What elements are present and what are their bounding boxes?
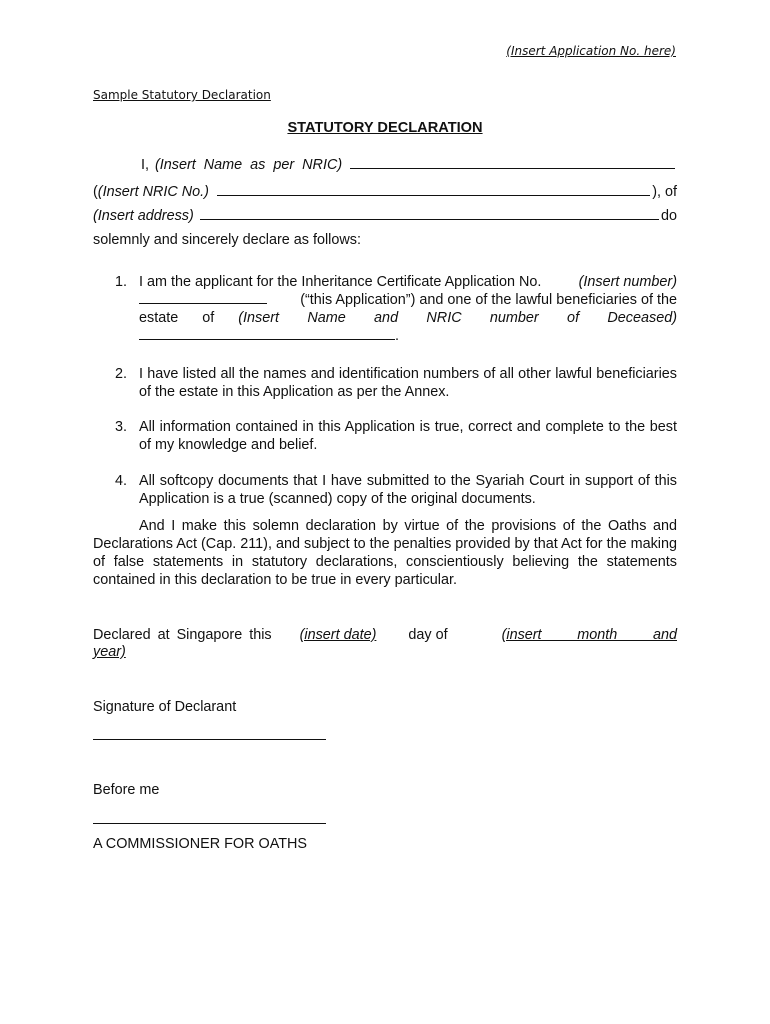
declaration-item-4	[115, 472, 677, 508]
address-placeholder: (Insert address)	[93, 208, 194, 224]
sample-label: Sample Statutory Declaration	[93, 88, 271, 102]
day-of-text: day of	[408, 627, 448, 643]
document-title: STATUTORY DECLARATION	[287, 120, 483, 136]
before-me-label: Before me	[93, 782, 160, 798]
item-1-deceased-blank	[139, 327, 395, 340]
item-1-number-blank	[139, 291, 267, 304]
month-year-placeholder: (insert month and	[501, 627, 677, 643]
address-suffix: do	[660, 208, 677, 224]
signature-line	[93, 739, 326, 740]
intro-address-line	[93, 207, 677, 224]
nric-blank-line	[217, 183, 650, 196]
signature-label: Signature of Declarant	[93, 699, 237, 715]
closing-paragraph: And I make this solemn declaration by virtue of the provisions of the Oaths and Declarations Act (Cap. 211), and subject to the penalties provided by that Act for the making of false statements in statutory declarations, conscientiously believing the statements contained in this declaration to be true in every particular.	[93, 518, 677, 588]
declaration-item-3	[115, 418, 677, 454]
item-number: 1.	[115, 274, 128, 290]
item-number: 2.	[115, 366, 128, 382]
intro-nric-line: ( (Insert NRIC No.) ), of	[93, 184, 677, 200]
application-number-placeholder: (Insert Application No. here)	[506, 44, 676, 58]
nric-suffix: ), of	[652, 184, 677, 200]
name-blank-line	[350, 156, 675, 169]
intro-name-line	[93, 156, 677, 173]
item-4-text: All softcopy documents that I have submitted to the Syariah Court in support of this Application is a true (scanned) copy of the original documents.	[139, 473, 677, 507]
declared-line	[93, 627, 677, 643]
item-number: 3.	[115, 419, 128, 435]
declared-prefix: Declared at Singapore this	[93, 627, 272, 643]
item-1-number-placeholder: (Insert number)	[578, 274, 677, 290]
commissioner-signature-line	[93, 823, 326, 824]
name-placeholder: (Insert Name as per NRIC)	[155, 157, 343, 173]
item-2-text: I have listed all the names and identification numbers of all other lawful beneficiaries of the estate in this Application as per the Annex.	[139, 366, 677, 400]
year-placeholder: year)	[93, 644, 126, 660]
date-placeholder: (insert date)	[299, 627, 377, 643]
item-1-line2-text: (“this Application”) and one of the lawful beneficiaries of the	[300, 292, 677, 308]
nric-placeholder: (Insert NRIC No.)	[97, 184, 209, 200]
declare-text: solemnly and sincerely declare as follows:	[93, 232, 361, 248]
declaration-item-2	[115, 365, 677, 401]
declaration-item-1	[115, 273, 677, 345]
item-1-deceased-placeholder: (Insert Name and NRIC number of Deceased)	[238, 310, 677, 326]
item-1-line1-text: I am the applicant for the Inheritance Certificate Application No.	[139, 274, 542, 290]
item-3-text: All information contained in this Application is true, correct and complete to the best of my knowledge and belief.	[139, 419, 677, 453]
address-blank-line	[200, 207, 659, 220]
commissioner-label: A COMMISSIONER FOR OATHS	[93, 836, 308, 852]
item-number: 4.	[115, 473, 128, 489]
item-1-estate-of: estate of	[139, 310, 215, 326]
item-1-period: .	[395, 328, 399, 344]
intro-i-prefix: I,	[141, 157, 149, 173]
